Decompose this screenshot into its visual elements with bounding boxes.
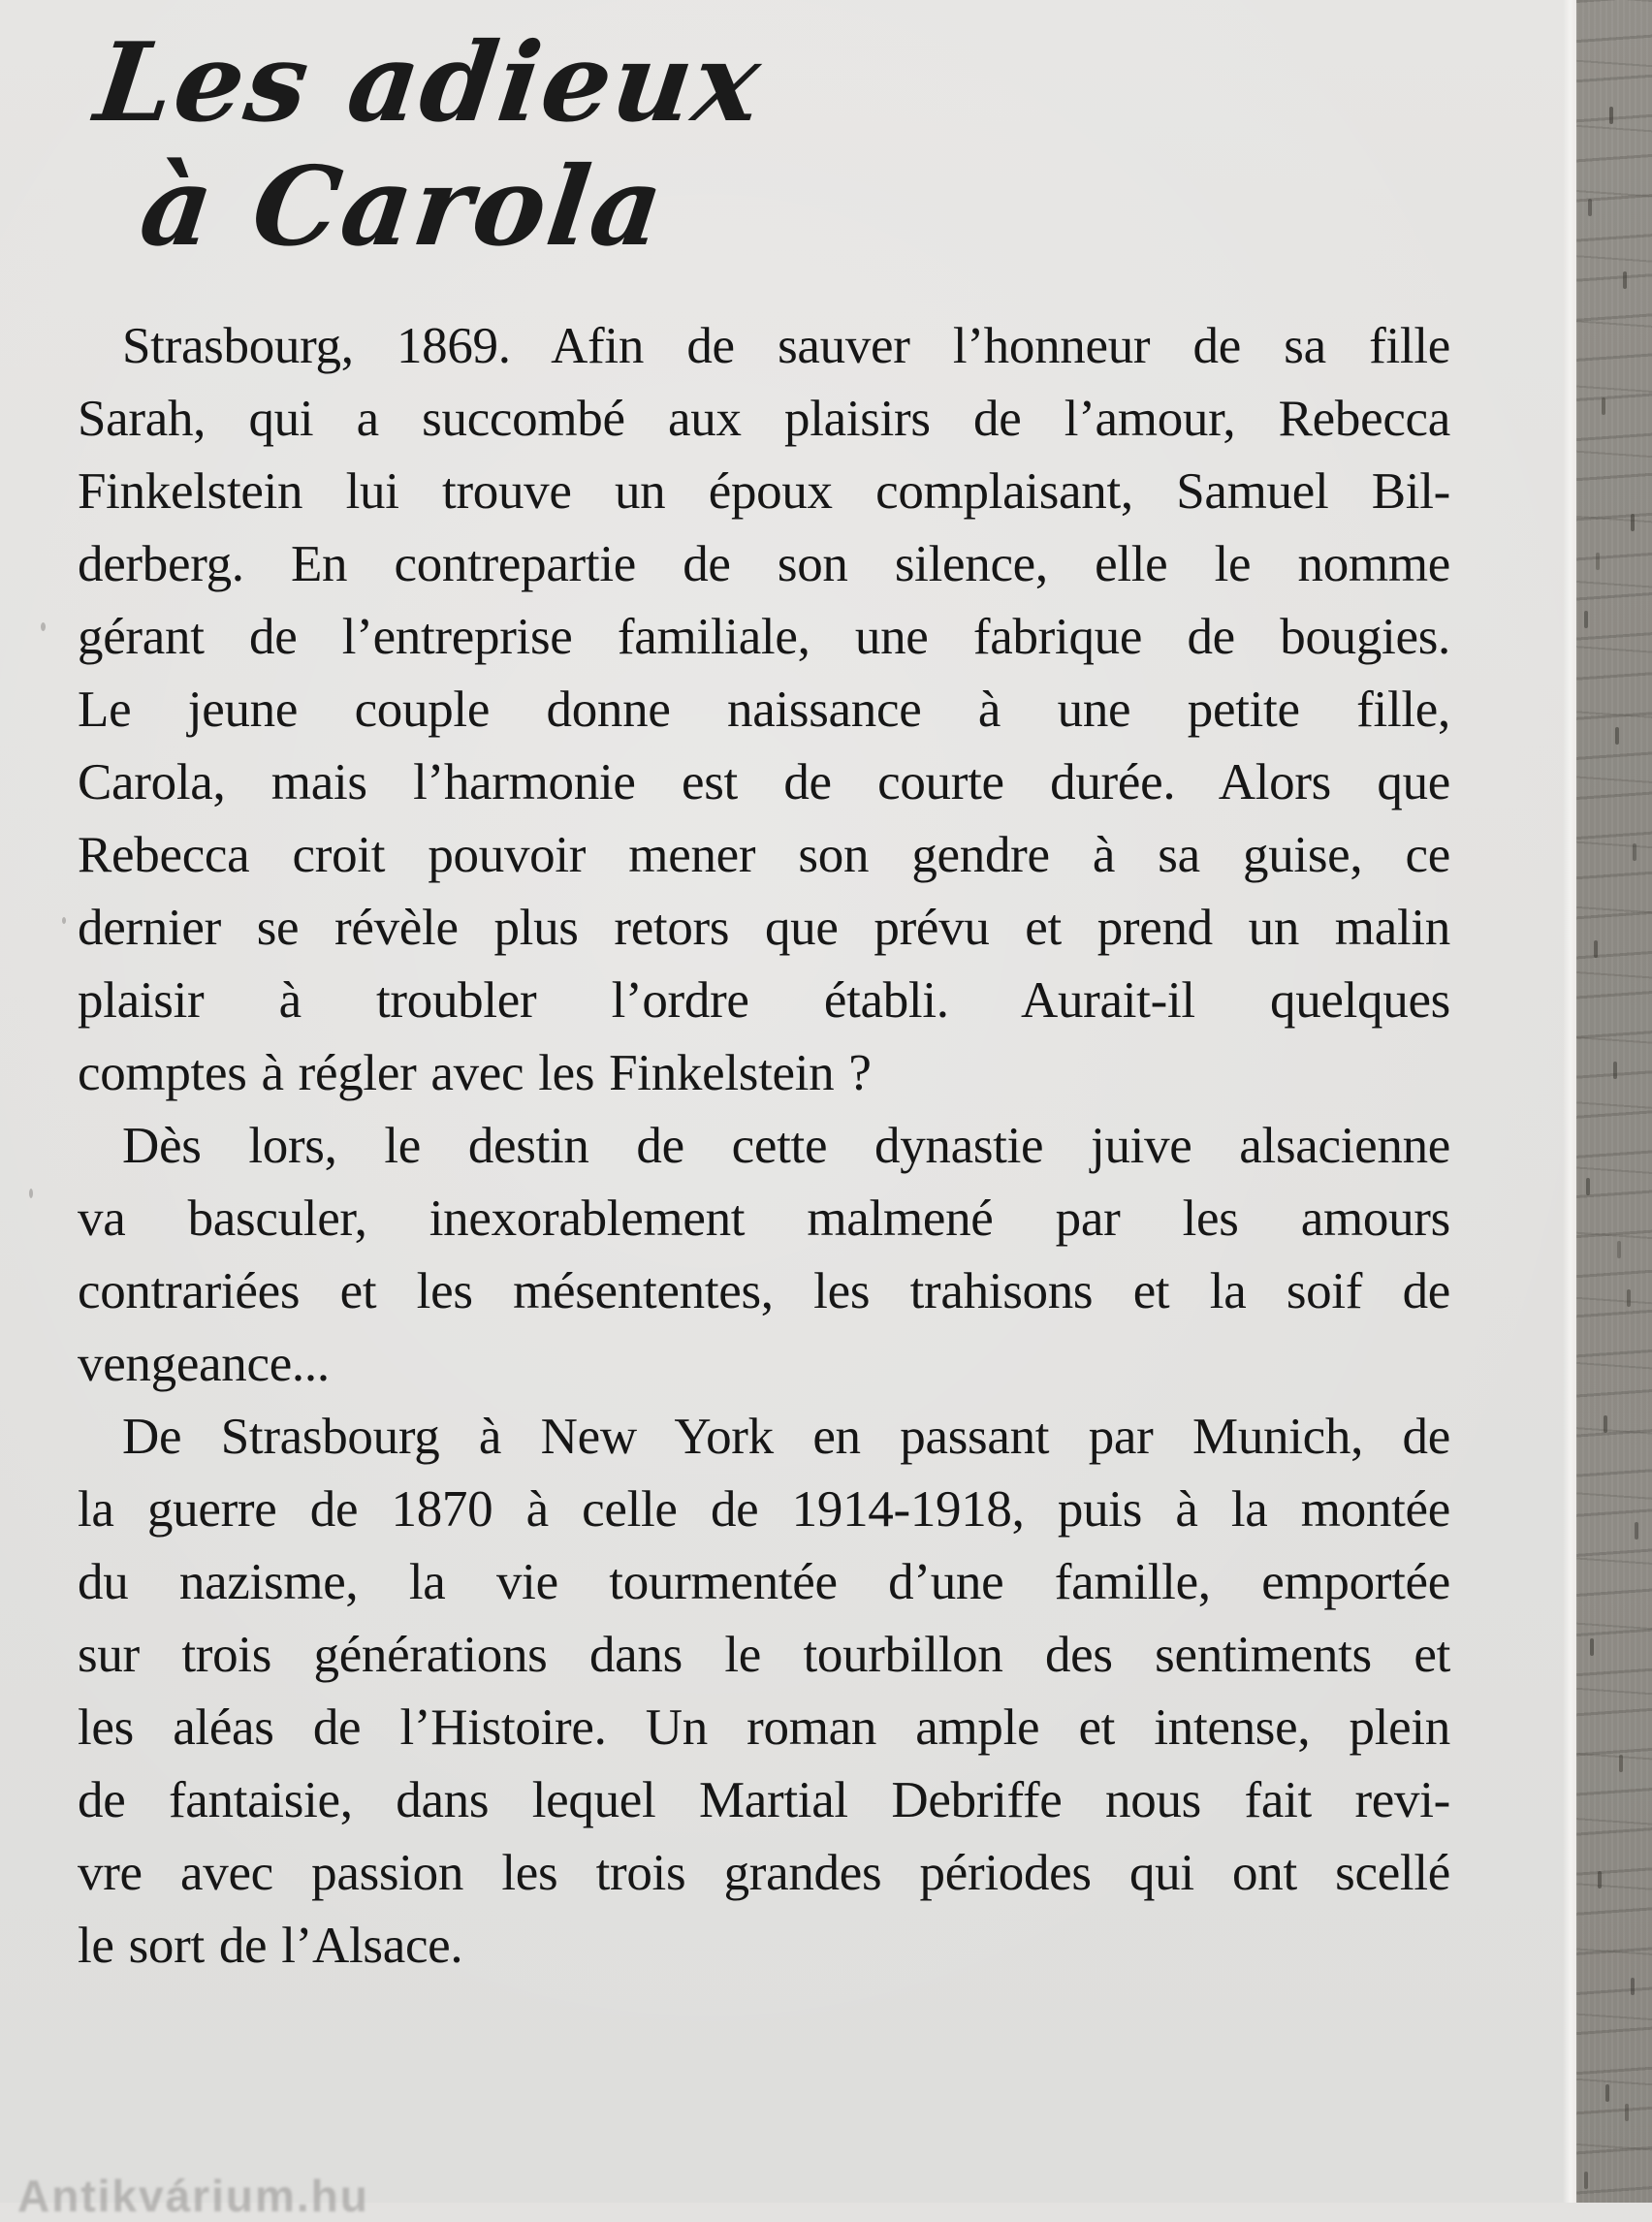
text-line: comptes à régler avec les Finkelstein ? <box>78 1045 872 1101</box>
text-line: sur trois générations dans le tourbillon des sentiments et <box>78 1627 1450 1683</box>
background-surface-strip <box>1576 0 1652 2203</box>
text-line: la guerre de 1870 à celle de 1914-1918, puis à la montée <box>78 1481 1450 1538</box>
text-line: Rebecca croit pouvoir mener son gendre à sa guise, ce <box>78 827 1450 883</box>
body-text <box>78 310 1450 1983</box>
text-line: Finkelstein lui trouve un époux complaisant, Samuel Bil- <box>78 463 1450 520</box>
text-line: Carola, mais l’harmonie est de courte durée. Alors que <box>78 754 1450 810</box>
text-line: dernier se révèle plus retors que prévu et prend un malin <box>78 900 1450 956</box>
text-line: vengeance... <box>78 1336 330 1392</box>
text-line: Strasbourg, 1869. Afin de sauver l’honneur de sa fille <box>122 318 1450 374</box>
text-line: contrariées et les mésententes, les trahisons et la soif de <box>78 1263 1450 1319</box>
text-line: plaisir à troubler l’ordre établi. Aurait-il quelques <box>78 972 1450 1029</box>
text-line: de fantaisie, dans lequel Martial Debriffe nous fait revi- <box>78 1772 1450 1828</box>
text-line: Sarah, qui a succombé aux plaisirs de l’amour, Rebecca <box>78 391 1450 447</box>
dust-speck <box>29 1189 33 1198</box>
text-line: le sort de l’Alsace. <box>78 1918 463 1974</box>
book-title-line2: à Carola <box>134 143 672 270</box>
seller-watermark: Antikvárium.hu <box>17 2171 369 2221</box>
book-title-line1: Les adieux <box>88 19 769 146</box>
dust-speck <box>62 917 66 924</box>
text-line: gérant de l’entreprise familiale, une fabrique de bougies. <box>78 609 1450 665</box>
text-line: derberg. En contrepartie de son silence, elle le nomme <box>78 536 1450 592</box>
text-line: Le jeune couple donne naissance à une petite fille, <box>78 682 1450 738</box>
surface-texture-flecks <box>1609 107 1613 124</box>
dust-speck <box>41 622 46 631</box>
book-title <box>74 21 768 270</box>
text-line: De Strasbourg à New York en passant par Munich, de <box>122 1409 1450 1465</box>
text-line: du nazisme, la vie tourmentée d’une famille, emportée <box>78 1554 1450 1610</box>
text-line: vre avec passion les trois grandes périodes qui ont scellé <box>78 1845 1450 1901</box>
paper-edge-highlight <box>1563 0 1576 2203</box>
text-line: va basculer, inexorablement malmené par les amours <box>78 1190 1450 1247</box>
text-line: les aléas de l’Histoire. Un roman ample et intense, plein <box>78 1699 1450 1756</box>
text-line: Dès lors, le destin de cette dynastie juive alsacienne <box>122 1118 1450 1174</box>
